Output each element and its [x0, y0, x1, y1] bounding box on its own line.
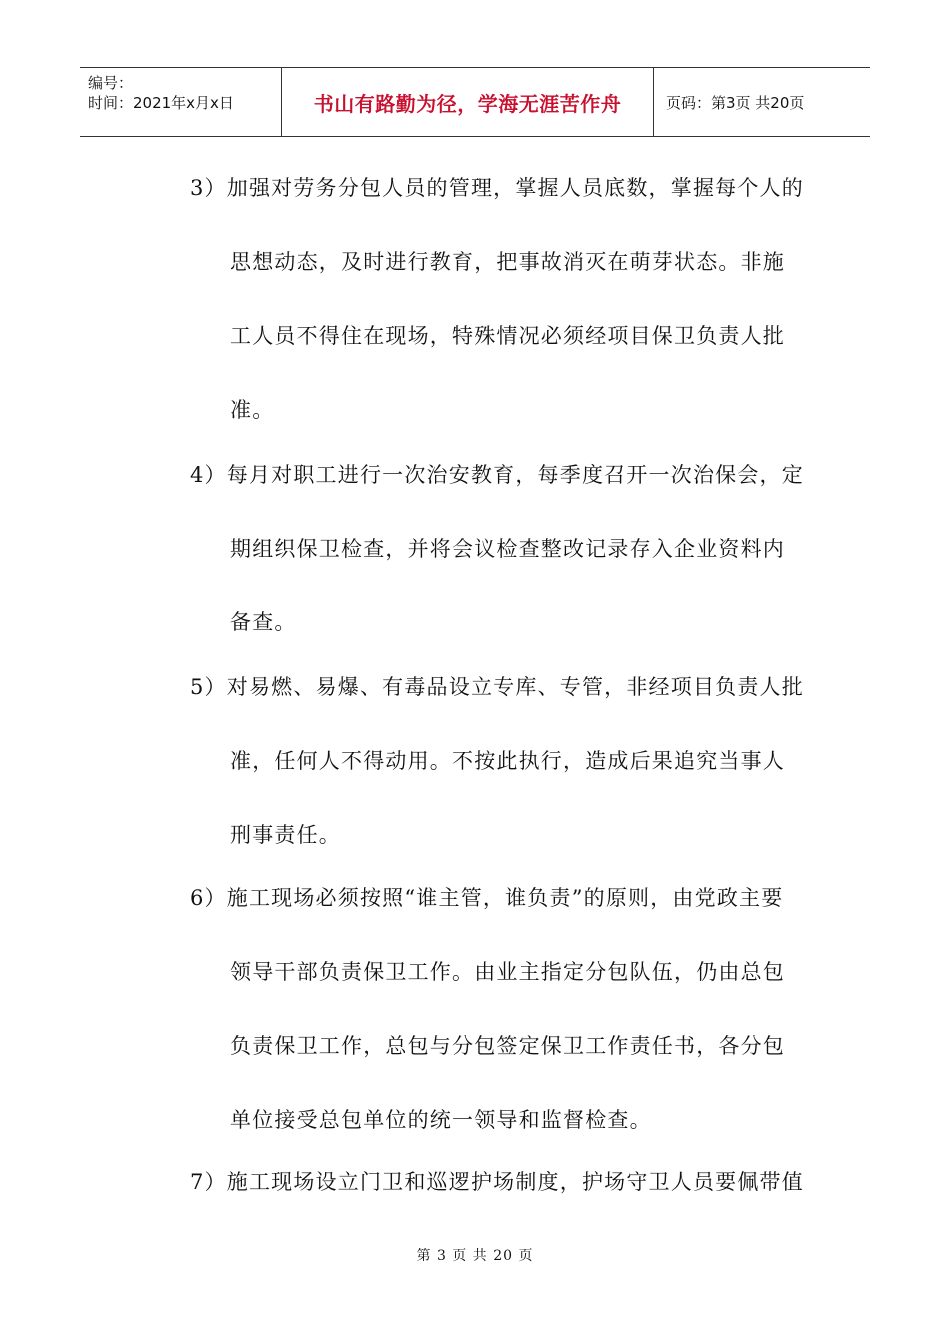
header-meta — [80, 68, 282, 136]
body-line: 工人员不得住在现场，特殊情况必须经项目保卫负责人批 — [230, 324, 785, 348]
document-date-label: 时间：2021年x月x日 — [88, 94, 234, 112]
document-number-label: 编号： — [88, 74, 134, 92]
body-line: 思想动态，及时进行教育，把事故消灭在萌芽状态。非施 — [230, 250, 785, 274]
body-line: 备查。 — [230, 610, 297, 634]
document-header — [80, 67, 870, 137]
body-line: 4）每月对职工进行一次治安教育，每季度召开一次治保会，定 — [190, 463, 804, 487]
body-line: 负责保卫工作，总包与分包签定保卫工作责任书，各分包 — [230, 1034, 785, 1058]
body-line: 6）施工现场必须按照“谁主管，谁负责”的原则，由党政主要 — [190, 886, 784, 910]
header-motto: 书山有路勤为径，学海无涯苦作舟 — [282, 68, 654, 136]
body-line: 领导干部负责保卫工作。由业主指定分包队伍，仍由总包 — [230, 960, 785, 984]
body-line: 刑事责任。 — [230, 823, 341, 847]
body-line: 5）对易燃、易爆、有毒品设立专库、专管，非经项目负责人批 — [190, 675, 804, 699]
body-line: 单位接受总包单位的统一领导和监督检查。 — [230, 1108, 652, 1132]
body-line: 准，任何人不得动用。不按此执行，造成后果追究当事人 — [230, 749, 785, 773]
body-line: 准。 — [230, 398, 275, 422]
body-line: 3）加强对劳务分包人员的管理，掌握人员底数，掌握每个人的 — [190, 176, 804, 200]
body-line: 7）施工现场设立门卫和巡逻护场制度，护场守卫人员要佩带值 — [190, 1170, 804, 1194]
body-line: 期组织保卫检查，并将会议检查整改记录存入企业资料内 — [230, 537, 785, 561]
header-page-info: 页码：第3页 共20页 — [666, 93, 805, 112]
page-footer: 第 3 页 共 20 页 — [416, 1248, 534, 1264]
